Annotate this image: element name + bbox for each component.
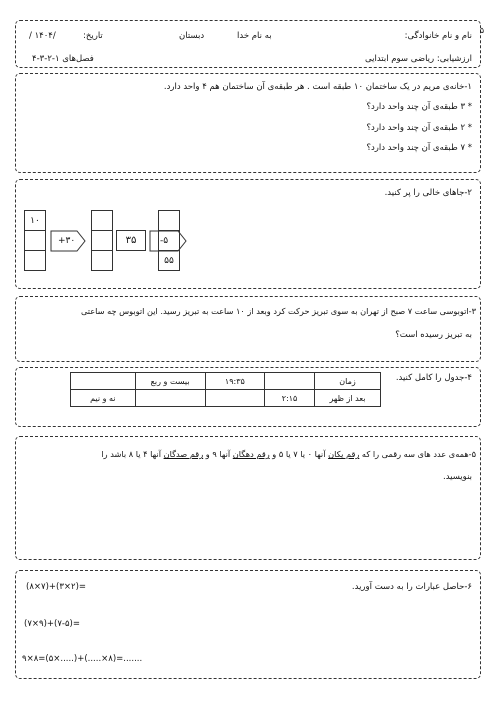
operation-minus-5: -۵ <box>160 236 169 246</box>
question-4-text: ۴-جدول را کامل کنید. <box>395 373 472 383</box>
operation-plus-30: +۳۰ <box>58 236 76 246</box>
page-number: ۵ <box>479 26 484 35</box>
question-5-part: آنها ۴ یا ۸ باشد را <box>101 449 164 459</box>
expression-3: ۹×۸=(۵×.....)+(.....×۸)=....... <box>22 654 143 664</box>
hundreds-digit-term: رقم صدگان <box>163 449 204 459</box>
student-name-label: نام و نام خانوادگی: <box>404 31 472 41</box>
grid-3-cell-3[interactable]: ۵۵ <box>158 250 180 271</box>
expression-1: (۸×۷)+(۳×۲)= <box>26 582 87 592</box>
school-label: دبستان <box>179 31 205 41</box>
units-digit-term: رقم یکان <box>328 449 360 459</box>
grid-3-cell-2[interactable] <box>158 230 180 251</box>
table-cell[interactable] <box>205 390 265 407</box>
grid-2-cell-2[interactable] <box>91 230 113 251</box>
question-6-text: ۶-حاصل عبارات را به دست آورید. <box>351 582 472 592</box>
grid-1-cell-2[interactable] <box>24 230 46 251</box>
table-cell[interactable] <box>71 373 136 390</box>
question-1-item: * ۲ طبقه‌ی آن چند واحد دارد؟ <box>366 123 472 133</box>
table-cell: نه و نیم <box>71 390 136 407</box>
question-2-text: ۲-جاهای خالی را پر کنید. <box>384 188 472 198</box>
grid-2-cell-1[interactable] <box>91 210 113 231</box>
grid-1-cell-1[interactable]: ۱۰ <box>24 210 46 231</box>
grid-2-cell-3[interactable] <box>91 250 113 271</box>
basmala: به نام خدا <box>237 31 272 41</box>
question-5-line-1 <box>101 449 476 459</box>
time-table <box>70 372 381 407</box>
question-5-part: ۵-همه‌ی عدد های سه رقمی را که <box>359 449 476 459</box>
tens-digit-term: رقم دهگان <box>232 449 270 459</box>
expression-2: (۷×۹)+(۷-۵)= <box>24 619 80 629</box>
chapters-label: فصل‌های ۱-۲-۳-۴ <box>32 54 94 64</box>
question-3-line-1: ۳-اتوبوسی ساعت ۷ صبح از تهران به سوی تبریز حرکت کرد وبعد از ۱۰ ساعت به تبریز رسید. این اتوبوس چه ساعتی <box>80 306 476 316</box>
table-cell: بعد از ظهر <box>314 390 380 407</box>
grid-1-cell-3[interactable] <box>24 250 46 271</box>
evaluation-title: ارزشیابی: ریاضی سوم ابتدایی <box>365 54 472 64</box>
question-3-line-2: به تبریز رسیده است؟ <box>395 330 472 340</box>
table-cell[interactable] <box>135 390 205 407</box>
question-1-item: * ۳ طبقه‌ی آن چند واحد دارد؟ <box>366 102 472 112</box>
table-cell: ۱۹:۳۵ <box>205 373 265 390</box>
date-value: / ۱۴۰۴/ <box>29 31 56 41</box>
table-cell: زمان <box>314 373 380 390</box>
question-5-line-2: بنویسید. <box>443 472 472 482</box>
question-5-part: آنها ۹ و <box>203 449 233 459</box>
question-5-part: آنها ۰ یا ۷ یا ۵ و <box>269 449 329 459</box>
grid-3-cell-1[interactable] <box>158 210 180 231</box>
question-1-text: ۱-خانه‌ی مریم در یک ساختمان ۱۰ طبقه است . هر طبقه‌ی آن ساختمان هم ۴ واحد دارد. <box>163 82 472 92</box>
table-row <box>71 373 381 390</box>
table-cell[interactable] <box>265 373 315 390</box>
table-cell: بیست و ربع <box>135 373 205 390</box>
middle-value-box: ۳۵ <box>116 230 146 251</box>
date-label: تاریخ: <box>83 31 103 41</box>
table-row <box>71 390 381 407</box>
table-cell: ۲:۱۵ <box>265 390 315 407</box>
question-1-item: * ۷ طبقه‌ی آن چند واحد دارد؟ <box>366 143 472 153</box>
